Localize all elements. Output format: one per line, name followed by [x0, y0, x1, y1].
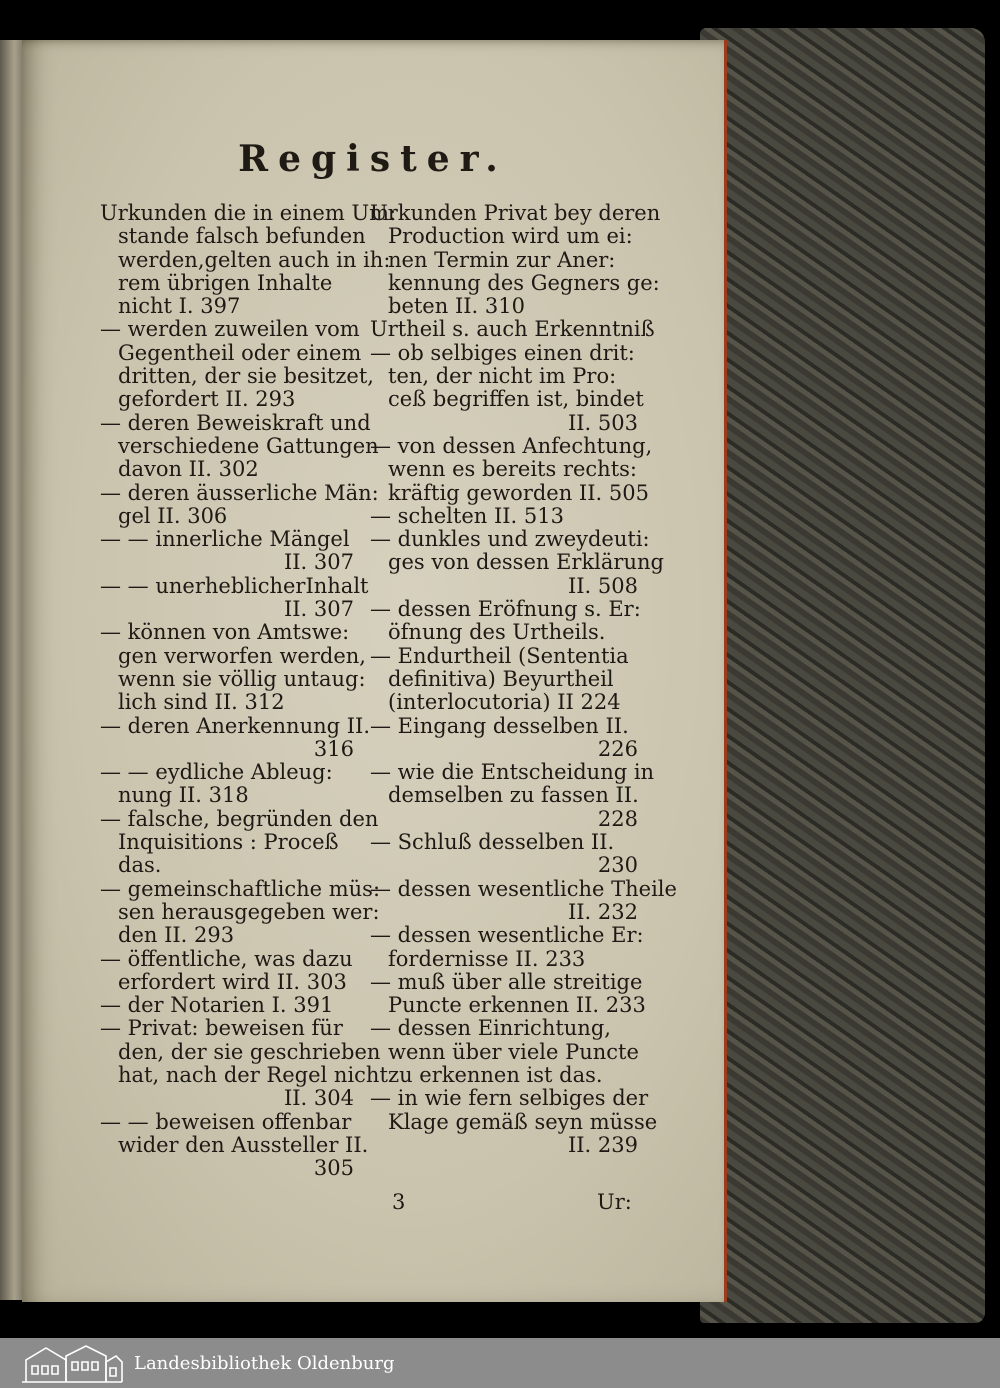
register-entry	[100, 364, 374, 389]
register-entry	[370, 691, 644, 714]
register-entry	[100, 854, 360, 877]
register-entry	[370, 854, 644, 877]
register-line: II. 503	[567, 410, 638, 435]
register-line: — deren äusserliche Män:	[100, 480, 379, 505]
register-line: gel II. 306	[118, 503, 228, 528]
register-line: ceß begriffen ist, bindet	[388, 387, 644, 412]
register-line: das.	[118, 853, 162, 878]
register-entry	[370, 901, 644, 924]
register-line: demselben zu fassen II.	[388, 783, 639, 808]
register-line: II. 307	[283, 597, 354, 622]
register-entry	[100, 551, 360, 574]
register-entry	[370, 365, 644, 388]
register-line: — können von Amtswe:	[100, 620, 350, 645]
register-entry	[100, 342, 360, 365]
register-line: verschiedene Gattungen	[118, 433, 379, 458]
signature-mark: 3	[392, 1190, 406, 1214]
register-entry	[100, 388, 360, 411]
register-entry	[100, 295, 360, 318]
register-line: — ob selbiges einen drit:	[370, 340, 635, 365]
register-line: wenn über viele Puncte	[388, 1039, 639, 1064]
register-entry	[100, 1039, 381, 1064]
register-entry	[100, 505, 360, 528]
register-entry	[100, 643, 366, 668]
register-line: — dessen Eröfnung s. Er:	[370, 597, 641, 622]
register-line: 226	[597, 736, 638, 761]
register-line: hat, nach der Regel nicht	[118, 1062, 388, 1087]
register-entry	[100, 1132, 369, 1157]
register-line: nen Termin zur Aner:	[388, 247, 616, 272]
register-line: 228	[597, 806, 638, 831]
register-line: — Endurtheil (Sententia	[370, 643, 629, 668]
register-line: dritten, der sie besitzet,	[118, 364, 374, 389]
register-entry	[370, 317, 655, 342]
register-line: II. 307	[283, 550, 354, 575]
register-entry	[100, 971, 360, 994]
register-entry	[100, 458, 360, 481]
register-entry	[370, 668, 644, 691]
register-line: Urkunden Privat bey deren	[370, 201, 661, 225]
register-entry	[370, 831, 644, 854]
register-line: Urtheil s. auch Erkenntniß	[370, 317, 655, 342]
register-line: — falsche, begründen den	[100, 806, 379, 831]
register-line: — dessen wesentliche Theile	[370, 876, 677, 901]
book-page	[22, 40, 727, 1302]
register-entry	[370, 876, 677, 901]
register-entry	[100, 924, 360, 947]
register-entry	[100, 761, 360, 784]
register-entry	[370, 225, 644, 248]
register-line: — deren Beweiskraft und	[100, 410, 371, 435]
register-entry	[370, 738, 644, 761]
register-line: definitiva) Beyurtheil	[388, 666, 614, 691]
register-line: — deren Anerkennung II.	[100, 713, 371, 738]
register-entry	[100, 738, 360, 761]
register-entry	[370, 784, 644, 807]
register-entry	[100, 433, 379, 458]
register-line: wider den Aussteller II.	[118, 1132, 369, 1157]
register-entry	[100, 528, 360, 551]
register-line: ges von dessen Erklärung	[388, 550, 664, 575]
register-line: — öffentliche, was dazu	[100, 946, 353, 971]
register-line: gen verworfen werden,	[118, 643, 366, 668]
register-entry	[100, 713, 371, 738]
register-entry	[100, 806, 379, 831]
register-entry	[370, 458, 644, 481]
register-entry	[100, 247, 391, 272]
register-line: 316	[313, 736, 354, 761]
register-entry	[370, 1134, 644, 1157]
register-line: kräftig geworden II. 505	[388, 480, 649, 505]
register-line: — muß über alle streitige	[370, 969, 643, 994]
register-line: davon II. 302	[118, 457, 259, 482]
register-line: nung II. 318	[118, 783, 249, 808]
register-entry	[370, 550, 664, 575]
register-entry	[370, 948, 644, 971]
register-line: beten II. 310	[388, 294, 525, 319]
register-entry	[370, 575, 644, 598]
register-entry	[370, 249, 644, 272]
register-entry	[370, 1041, 644, 1064]
register-line: Urkunden die in einem Um:	[100, 201, 397, 225]
left-column	[100, 201, 397, 1181]
catchword: Ur:	[597, 1190, 632, 1214]
register-line: — Schluß desselben II.	[370, 830, 615, 855]
register-entry	[100, 1017, 360, 1040]
register-line: — gemeinschaftliche müs:	[100, 876, 381, 901]
register-entry	[370, 994, 644, 1017]
register-entry	[100, 573, 369, 598]
register-line: — dessen wesentliche Er:	[370, 923, 644, 948]
register-entry	[370, 505, 644, 528]
footer-bar	[0, 1338, 1000, 1388]
register-line: — — unerheblicherInhalt	[100, 573, 369, 598]
register-entry	[370, 1109, 658, 1134]
register-line: sen herausgegeben wer:	[118, 899, 380, 924]
left-page-edge	[0, 40, 24, 1300]
register-line: gefordert II. 293	[118, 387, 296, 412]
register-line: fordernisse II. 233	[388, 946, 586, 971]
register-entry	[370, 480, 649, 505]
register-entry	[100, 691, 360, 714]
register-line: zu erkennen ist das.	[388, 1062, 603, 1087]
register-line: lich sind II. 312	[118, 690, 285, 715]
register-line: II. 232	[567, 899, 638, 924]
register-line: den II. 293	[118, 923, 235, 948]
register-entry	[370, 388, 644, 411]
register-line: — — beweisen offenbar	[100, 1109, 352, 1134]
book-cover-board	[700, 28, 985, 1323]
register-entry	[100, 224, 366, 249]
register-entry	[100, 1111, 360, 1134]
register-entry	[370, 433, 653, 458]
register-entry	[370, 808, 644, 831]
register-entry	[370, 527, 650, 552]
register-line: 305	[313, 1156, 354, 1181]
register-entry	[370, 412, 644, 435]
register-entry	[100, 480, 379, 505]
register-entry	[100, 318, 360, 341]
register-line: — dessen Einrichtung,	[370, 1016, 611, 1041]
register-entry	[100, 666, 366, 691]
register-line: — der Notarien I. 391	[100, 993, 334, 1018]
register-line: — in wie fern selbiges der	[370, 1086, 649, 1111]
register-line: Puncte erkennen II. 233	[388, 993, 646, 1018]
register-line: II. 239	[567, 1132, 638, 1157]
register-line: — werden zuweilen vom	[100, 317, 360, 342]
library-name: Landesbibliothek Oldenburg	[134, 1352, 395, 1374]
register-line: wenn es bereits rechts:	[388, 457, 637, 482]
register-entry	[100, 621, 360, 644]
register-entry	[370, 1086, 649, 1111]
register-entry	[100, 1157, 360, 1180]
register-line: II. 304	[283, 1086, 354, 1111]
register-line: Gegentheil oder einem	[118, 340, 362, 365]
register-line: Production wird um ei:	[388, 224, 633, 249]
register-line: — Privat: beweisen für	[100, 1016, 343, 1041]
register-entry	[370, 201, 661, 225]
register-entry	[370, 598, 644, 621]
register-line: — von dessen Anfechtung,	[370, 433, 653, 458]
register-line: kennung des Gegners ge:	[388, 270, 660, 295]
register-entry	[370, 1017, 644, 1040]
library-building-icon	[20, 1342, 124, 1384]
register-line: öfnung des Urtheils.	[388, 620, 606, 645]
register-entry	[100, 876, 381, 901]
register-entry	[100, 831, 360, 854]
register-entry	[100, 994, 360, 1017]
register-entry	[100, 1087, 360, 1110]
register-line: — Eingang desselben II.	[370, 713, 629, 738]
register-entry	[100, 598, 360, 621]
register-line: — — eydliche Ableug:	[100, 760, 333, 785]
right-column	[370, 201, 677, 1157]
register-line: den, der sie geschrieben	[118, 1039, 381, 1064]
register-entry	[370, 971, 644, 994]
register-entry	[370, 715, 644, 738]
register-entry	[370, 270, 660, 295]
register-entry	[100, 948, 360, 971]
register-entry	[100, 784, 360, 807]
register-entry	[100, 272, 360, 295]
register-line: erfordert wird II. 303	[118, 969, 347, 994]
register-entry	[100, 410, 371, 435]
register-entry	[100, 1062, 388, 1087]
register-line: 230	[597, 853, 638, 878]
register-line: Klage gemäß seyn müsse	[388, 1109, 658, 1134]
register-line: — dunkles und zweydeuti:	[370, 527, 650, 552]
register-entry	[370, 760, 655, 785]
register-entry	[370, 295, 644, 318]
register-line: stande falsch befunden	[118, 224, 366, 249]
page-header: Register.	[238, 138, 508, 180]
register-entry	[100, 899, 380, 924]
register-entry	[370, 645, 644, 668]
register-line: rem übrigen Inhalte	[118, 270, 333, 295]
register-line: — schelten II. 513	[370, 503, 564, 528]
register-entry	[370, 1064, 644, 1087]
register-entry	[370, 924, 644, 947]
register-line: — wie die Entscheidung in	[370, 760, 655, 785]
register-line: (interlocutoria) II 224	[388, 690, 621, 715]
register-line: nicht I. 397	[118, 294, 241, 319]
register-entry	[370, 342, 644, 365]
register-line: II. 508	[567, 573, 638, 598]
register-line: — — innerliche Mängel	[100, 527, 350, 552]
register-entry	[100, 201, 397, 225]
register-line: ten, der nicht im Pro:	[388, 364, 617, 389]
register-entry	[370, 621, 644, 644]
register-line: Inquisitions : Proceß	[118, 830, 339, 855]
register-line: werden,gelten auch in ih:	[118, 247, 391, 272]
register-line: wenn sie völlig untaug:	[118, 666, 366, 691]
